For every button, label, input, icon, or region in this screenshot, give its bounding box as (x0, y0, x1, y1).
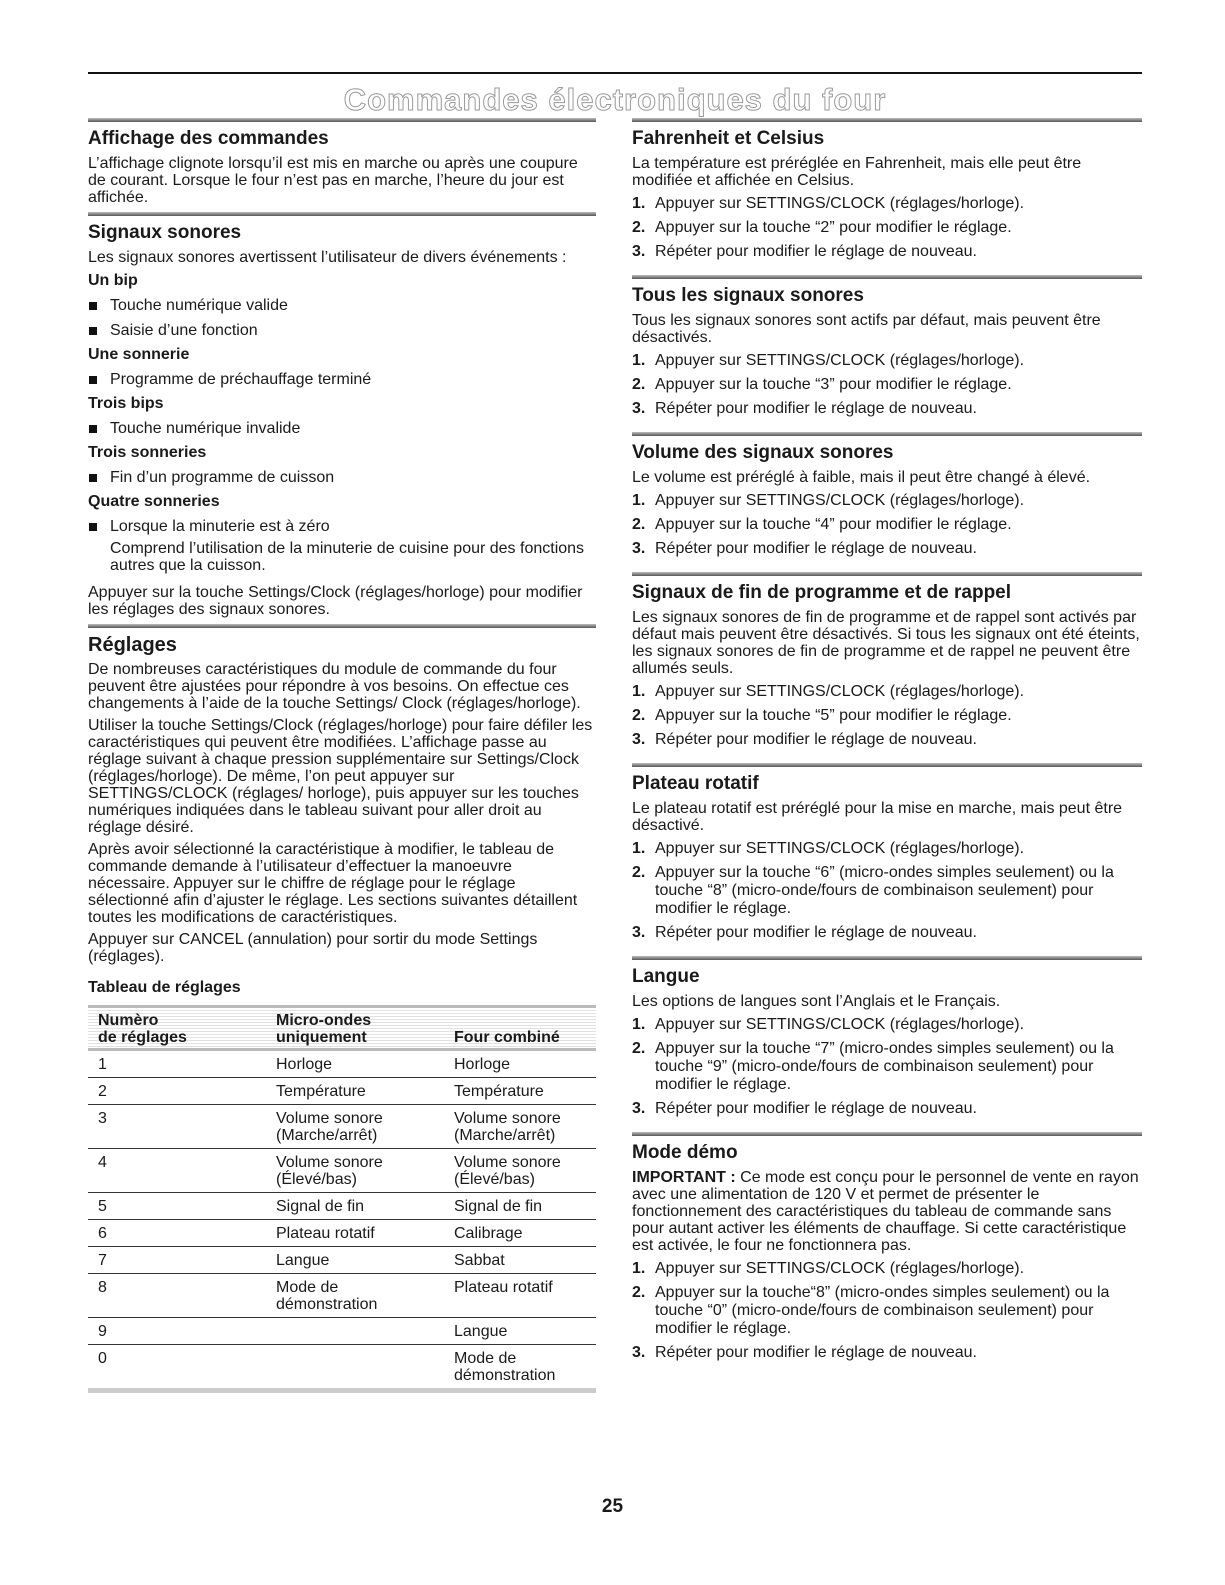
settings-paragraph: Après avoir sélectionné la caractéristique à modifier, le tableau de commande demande à l’utilisateur d’effectuer la manoeuvre nécessaire. Appuyer sur le chiffre de réglage pour le réglage sélectionné afin d’ajuster le réglage. Les sections suivantes détaillent toutes les modifications de caractéristiques. (88, 841, 578, 926)
step-number: 2. (632, 1284, 646, 1301)
section-rule (632, 275, 1142, 279)
step-text: Répéter pour modifier le réglage de nouveau. (655, 243, 977, 260)
bullet-note: Comprend l’utilisation de la minuterie de cuisine pour des fonctions autres que la cuisson. (110, 540, 585, 574)
step-number: 3. (632, 400, 646, 417)
signal-group-label: Un bip (88, 272, 138, 289)
step-number: 1. (632, 1260, 646, 1277)
section-rule (632, 432, 1142, 436)
step-text: Répéter pour modifier le réglage de nouveau. (655, 731, 977, 748)
step-number: 2. (632, 376, 646, 393)
table-cell: 4 (88, 1149, 266, 1193)
step-text: Appuyer sur SETTINGS/CLOCK (réglages/horloge). (655, 683, 1025, 700)
table-row (88, 1274, 596, 1318)
bullet-text: Touche numérique invalide (110, 420, 301, 437)
section-heading: Volume des signaux sonores (632, 442, 894, 463)
setting-section (632, 1142, 1142, 1362)
signals-intro: Les signaux sonores avertissent l’utilisateur de divers événements : (88, 249, 567, 266)
step-item (632, 1344, 1142, 1362)
display-text: L’affichage clignote lorsqu’il est mis en marche ou après une coupure de courant. Lorsque le four n’est pas en marche, l’heure du jour est affichée. (88, 155, 578, 206)
important-label: IMPORTANT : (632, 1169, 736, 1186)
section-heading: Fahrenheit et Celsius (632, 128, 825, 149)
table-row (88, 1078, 596, 1105)
table-row (88, 1247, 596, 1274)
bullet-square-icon (89, 425, 97, 433)
step-text: Répéter pour modifier le réglage de nouveau. (655, 1100, 977, 1117)
signal-group-label: Trois sonneries (88, 444, 207, 461)
step-item (632, 400, 1142, 418)
table-cell: Mode de démonstration (266, 1274, 444, 1318)
steps-list (632, 1260, 1142, 1362)
section-rule (88, 624, 596, 628)
table-row (88, 1345, 596, 1391)
step-item (632, 683, 1142, 701)
bullet-item (88, 420, 596, 438)
step-number: 1. (632, 352, 646, 369)
step-item (632, 352, 1142, 370)
step-item (632, 1100, 1142, 1118)
table-row (88, 1318, 596, 1345)
step-item (632, 864, 1142, 918)
signals-section (88, 222, 596, 618)
setting-section (632, 128, 1142, 261)
bullet-text: Lorsque la minuterie est à zéro (110, 518, 330, 535)
table-cell: 3 (88, 1105, 266, 1149)
signal-group-label: Une sonnerie (88, 346, 190, 363)
table-row (88, 1193, 596, 1220)
step-number: 2. (632, 1040, 646, 1057)
step-item (632, 840, 1142, 858)
table-header: Numèro de réglages (88, 1007, 266, 1050)
step-text: Appuyer sur la touche “3” pour modifier le réglage. (655, 376, 1012, 393)
steps-list (632, 195, 1142, 261)
table-cell: Volume sonore (Marche/arrêt) (444, 1105, 596, 1149)
bullet-square-icon (89, 302, 97, 310)
table-cell: Plateau rotatif (266, 1220, 444, 1247)
step-text: Répéter pour modifier le réglage de nouveau. (655, 924, 977, 941)
bullet-item (88, 371, 596, 389)
setting-section (632, 582, 1142, 749)
page-title: Commandes électroniques du four (343, 82, 887, 117)
step-item (632, 219, 1142, 237)
display-section (88, 128, 596, 206)
bullet-square-icon (89, 376, 97, 384)
step-number: 2. (632, 707, 646, 724)
table-cell: Signal de fin (266, 1193, 444, 1220)
step-text: Appuyer sur la touche“8” (micro-ondes simples seulement) ou la touche “0” (micro-onde/fours de combinaison seulement) pour modifier le réglage. (655, 1284, 1110, 1337)
section-rule (88, 212, 596, 216)
table-row (88, 1149, 596, 1193)
step-number: 3. (632, 540, 646, 557)
display-heading: Affichage des commandes (88, 128, 329, 149)
step-number: 3. (632, 1100, 646, 1117)
setting-section (632, 966, 1142, 1118)
table-title: Tableau de réglages (88, 979, 241, 996)
section-rule (632, 956, 1142, 960)
step-text: Appuyer sur la touche “2” pour modifier le réglage. (655, 219, 1012, 236)
section-text: Le volume est préréglé à faible, mais il peut être changé à élevé. (632, 469, 1091, 486)
step-item (632, 707, 1142, 725)
step-item (632, 243, 1142, 261)
step-number: 1. (632, 492, 646, 509)
step-text: Appuyer sur la touche “5” pour modifier le réglage. (655, 707, 1012, 724)
table-body (88, 1050, 596, 1391)
signal-groups (88, 272, 596, 574)
bullet-text: Programme de préchauffage terminé (110, 371, 372, 388)
table-cell: 5 (88, 1193, 266, 1220)
step-text: Appuyer sur SETTINGS/CLOCK (réglages/horloge). (655, 352, 1025, 369)
table-cell (266, 1318, 444, 1345)
step-text: Appuyer sur SETTINGS/CLOCK (réglages/horloge). (655, 840, 1025, 857)
section-text: Le plateau rotatif est préréglé pour la mise en marche, mais peut être désactivé. (632, 800, 1123, 834)
table-cell: 1 (88, 1050, 266, 1078)
step-item (632, 516, 1142, 534)
table-header-row (88, 1007, 596, 1050)
steps-list (632, 840, 1142, 942)
step-item (632, 195, 1142, 213)
section-rule (632, 572, 1142, 576)
table-header: Micro-ondes uniquement (266, 1007, 444, 1050)
section-rule (88, 118, 596, 122)
bullet-item (88, 469, 596, 487)
step-text: Répéter pour modifier le réglage de nouveau. (655, 540, 977, 557)
signals-heading: Signaux sonores (88, 222, 242, 243)
table-cell: Horloge (266, 1050, 444, 1078)
table-cell: Plateau rotatif (444, 1274, 596, 1318)
section-heading: Tous les signaux sonores (632, 285, 864, 306)
table-cell: Langue (444, 1318, 596, 1345)
left-column (88, 118, 596, 1407)
section-text: Les signaux sonores de fin de programme et de rappel sont activés par défaut mais peuvent être désactivés. Si tous les signaux ont été éteints, les signaux sonores de fin de programme et de rappel ne peuvent être allumés seuls. (632, 609, 1140, 677)
settings-paragraph: Utiliser la touche Settings/Clock (réglages/horloge) pour faire défiler les caractéristiques qui peuvent être modifiées. L’affichage passe au réglage suivant à chaque pression supplémentaire sur Settings/Clock (réglages/horloge). De même, l’on peut appuyer sur SETTINGS/CLOCK (réglages/ horloge), puis appuyer sur les touches numériques indiquées dans le tableau suivant pour aller droit au réglage désiré. (88, 717, 593, 836)
section-text: IMPORTANT : Ce mode est conçu pour le personnel de vente en rayon avec une alimentation de 120 V et permet de présenter le fonctionnement des caractéristiques du tableau de commande sans pour autant activer les éléments de chauffage. Si cette caractéristique est activée, le four ne fonctionnera pas. (632, 1169, 1139, 1254)
settings-heading: Réglages (88, 634, 177, 656)
table-cell: Calibrage (444, 1220, 596, 1247)
step-text: Répéter pour modifier le réglage de nouveau. (655, 1344, 977, 1361)
section-rule (632, 1132, 1142, 1136)
step-number: 2. (632, 219, 646, 236)
step-number: 2. (632, 516, 646, 533)
table-cell: 7 (88, 1247, 266, 1274)
step-text: Appuyer sur la touche “7” (micro-ondes simples seulement) ou la touche “9” (micro-onde/fours de combinaison seulement) pour modifier le réglage. (655, 1040, 1114, 1093)
steps-list (632, 1016, 1142, 1118)
step-item (632, 540, 1142, 558)
step-number: 3. (632, 1344, 646, 1361)
step-item (632, 1040, 1142, 1094)
step-number: 1. (632, 683, 646, 700)
right-column (632, 118, 1142, 1376)
steps-list (632, 352, 1142, 418)
settings-section (88, 634, 596, 1393)
table-cell: 9 (88, 1318, 266, 1345)
bullet-text: Fin d’un programme de cuisson (110, 469, 335, 486)
step-text: Appuyer sur SETTINGS/CLOCK (réglages/horloge). (655, 1016, 1025, 1033)
bullet-square-icon (89, 327, 97, 335)
section-text: La température est préréglée en Fahrenheit, mais elle peut être modifiée et affichée en Celsius. (632, 155, 1082, 189)
table-cell: Volume sonore (Marche/arrêt) (266, 1105, 444, 1149)
settings-table (88, 1005, 596, 1393)
section-text: Tous les signaux sonores sont actifs par défaut, mais peuvent être désactivés. (632, 312, 1101, 346)
table-cell: Température (444, 1078, 596, 1105)
step-text: Appuyer sur SETTINGS/CLOCK (réglages/horloge). (655, 1260, 1025, 1277)
settings-paragraph: De nombreuses caractéristiques du module de commande du four peuvent être ajustées pour répondre à vos besoins. On effectue ces changements à l’aide de la touche Settings/ Clock (réglages/horloge). (88, 661, 581, 712)
table-cell: Volume sonore (Élevé/bas) (444, 1149, 596, 1193)
step-item (632, 376, 1142, 394)
steps-list (632, 492, 1142, 558)
bullet-square-icon (89, 523, 97, 531)
bullet-item (88, 322, 596, 340)
table-cell: Langue (266, 1247, 444, 1274)
page-number: 25 (601, 1496, 624, 1517)
table-cell: Signal de fin (444, 1193, 596, 1220)
step-text: Appuyer sur SETTINGS/CLOCK (réglages/horloge). (655, 195, 1025, 212)
step-number: 3. (632, 731, 646, 748)
settings-paragraph: Appuyer sur CANCEL (annulation) pour sortir du mode Settings (réglages). (88, 931, 538, 965)
table-cell: Mode de démonstration (444, 1345, 596, 1391)
table-row (88, 1220, 596, 1247)
step-number: 1. (632, 1016, 646, 1033)
table-cell: 2 (88, 1078, 266, 1105)
step-number: 3. (632, 924, 646, 941)
step-text: Appuyer sur SETTINGS/CLOCK (réglages/horloge). (655, 492, 1025, 509)
section-heading: Plateau rotatif (632, 773, 759, 794)
step-item (632, 1016, 1142, 1034)
bullet-text: Touche numérique valide (110, 297, 288, 314)
step-item (632, 1284, 1142, 1338)
table-cell: Volume sonore (Élevé/bas) (266, 1149, 444, 1193)
table-cell: Horloge (444, 1050, 596, 1078)
step-number: 2. (632, 864, 646, 881)
table-cell: Température (266, 1078, 444, 1105)
section-heading: Langue (632, 966, 700, 987)
table-cell: 0 (88, 1345, 266, 1391)
steps-list (632, 683, 1142, 749)
section-rule (632, 763, 1142, 767)
table-row (88, 1050, 596, 1078)
step-number: 1. (632, 195, 646, 212)
step-text: Appuyer sur la touche “6” (micro-ondes simples seulement) ou la touche “8” (micro-onde/fours de combinaison seulement) pour modifier le réglage. (655, 864, 1114, 917)
table-header: Four combiné (444, 1007, 596, 1050)
section-heading: Mode démo (632, 1142, 738, 1163)
section-heading: Signaux de fin de programme et de rappel (632, 582, 1012, 603)
top-rule (88, 72, 1142, 74)
step-item (632, 492, 1142, 510)
section-text: Les options de langues sont l’Anglais et le Français. (632, 993, 1001, 1010)
bullet-square-icon (89, 474, 97, 482)
step-item (632, 924, 1142, 942)
step-text: Répéter pour modifier le réglage de nouveau. (655, 400, 977, 417)
step-item (632, 731, 1142, 749)
signal-group-label: Quatre sonneries (88, 493, 220, 510)
section-rule (632, 118, 1142, 122)
step-item (632, 1260, 1142, 1278)
table-cell (266, 1345, 444, 1391)
step-number: 1. (632, 840, 646, 857)
table-row (88, 1105, 596, 1149)
setting-section (632, 773, 1142, 942)
setting-section (632, 442, 1142, 558)
signals-outro: Appuyer sur la touche Settings/Clock (réglages/horloge) pour modifier les réglages des signaux sonores. (88, 584, 583, 618)
signal-group-label: Trois bips (88, 395, 164, 412)
table-cell: 8 (88, 1274, 266, 1318)
setting-section (632, 285, 1142, 418)
bullet-item (88, 518, 596, 536)
table-cell: Sabbat (444, 1247, 596, 1274)
bullet-text: Saisie d’une fonction (110, 322, 258, 339)
table-cell: 6 (88, 1220, 266, 1247)
bullet-item (88, 297, 596, 315)
settings-paragraphs (88, 661, 596, 965)
step-number: 3. (632, 243, 646, 260)
step-text: Appuyer sur la touche “4” pour modifier le réglage. (655, 516, 1012, 533)
